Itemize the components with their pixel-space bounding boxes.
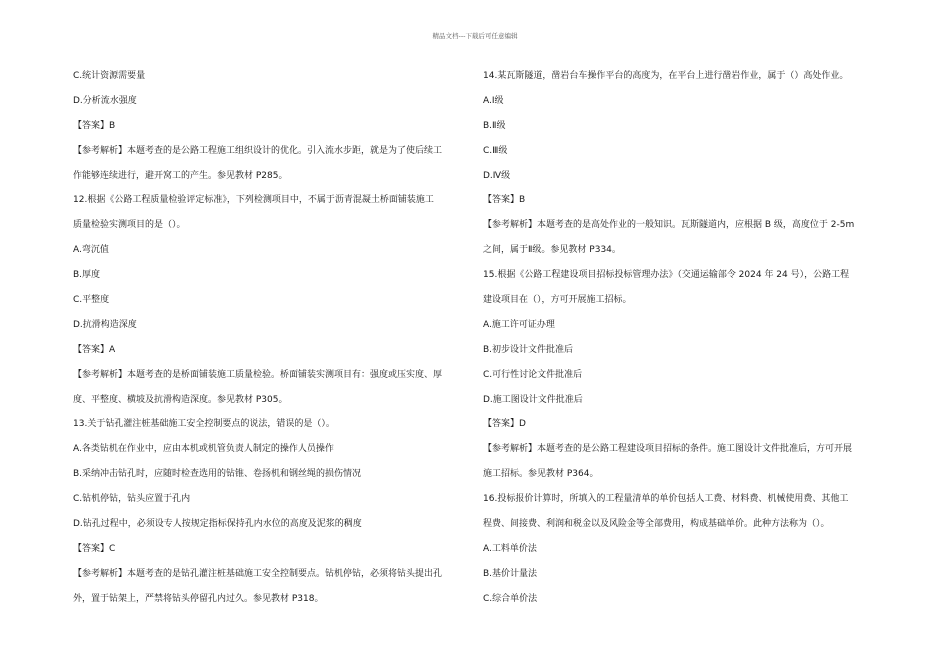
- text-line: B.采纳冲击钻孔时，应随时检查选用的钻锥、卷扬机和钢丝绳的损伤情况: [73, 469, 362, 480]
- text-line: A.各类钻机在作业中，应由本机或机管负责人制定的操作人员操作: [73, 444, 334, 455]
- text-line: C.可行性讨论文件批准后: [483, 369, 583, 380]
- text-line: D.抗滑构造深度: [73, 319, 137, 330]
- text-line: B.厚度: [73, 270, 101, 281]
- text-line: 【答案】B: [483, 195, 526, 206]
- text-line: B.初步设计文件批准后: [483, 344, 574, 355]
- text-line: C.统计资源需要量: [73, 71, 146, 81]
- text-line: 【参考解析】本题考查的是公路工程建设项目招标的条件。施工图设计文件批准后，方可开展: [483, 444, 853, 455]
- text-line: 外，置于钻架上，严禁将钻头停留孔内过久。参见教材 P318。: [73, 593, 324, 604]
- text-line: 【答案】B: [73, 120, 116, 131]
- text-line: 程费、间接费、利润和税金以及风险金等全部费用，构成基础单价。此种方法称为（）。: [483, 519, 830, 530]
- text-line: D.施工图设计文件批准后: [483, 394, 583, 405]
- page-header: 精品文档---下载后可任意编辑: [432, 32, 518, 40]
- text-line: 14.某瓦斯隧道，凿岩台车操作平台的高度为，在平台上进行凿岩作业，属于（）高处作业。: [483, 71, 849, 81]
- text-line: D.分析流水强度: [73, 95, 137, 106]
- text-line: 【参考解析】本题考查的是公路工程施工组织设计的优化。引入流水步距，就是为了使后续工: [73, 145, 443, 156]
- left-column: [73, 64, 473, 612]
- text-line: C.Ⅲ级: [483, 145, 508, 156]
- text-line: 【参考解析】本题考查的是钻孔灌注桩基础施工安全控制要点。钻机停钻，必须将钻头提出孔: [73, 568, 443, 579]
- text-line: A.施工许可证办理: [483, 319, 555, 330]
- text-line: A.Ⅰ级: [483, 95, 504, 106]
- text-line: C.钻机停钻，钻头应置于孔内: [73, 494, 191, 505]
- text-line: A.工料单价法: [483, 543, 537, 554]
- text-line: 【参考解析】本题考查的是高处作业的一般知识。瓦斯隧道内，应根据 B 级，高度位于 2-5m: [483, 220, 855, 231]
- text-line: B.Ⅱ级: [483, 120, 506, 131]
- text-line: 度、平整度、横坡及抗滑构造深度。参见教材 P305。: [73, 394, 288, 405]
- text-line: 13.关于钻孔灌注桩基础施工安全控制要点的说法，错误的是（）。: [73, 419, 335, 430]
- text-line: 施工招标。参见教材 P364。: [483, 469, 599, 480]
- text-line: D.钻孔过程中，必须设专人按规定指标保持孔内水位的高度及泥浆的稠度: [73, 519, 362, 530]
- text-line: 之间，属于Ⅱ级。参见教材 P334。: [483, 245, 621, 256]
- right-column: [483, 64, 883, 612]
- text-line: 作能够连续进行，避开窝工的产生。参见教材 P285。: [73, 170, 288, 181]
- text-line: 16.投标报价计算时，所填入的工程量清单的单价包括人工费、材料费、机械使用费、其他工: [483, 494, 849, 505]
- text-line: 12.根据《公路工程质量检验评定标准》，下列检测项目中，不属于沥青混凝土桥面铺装施工: [73, 195, 434, 206]
- text-line: 15.根据《公路工程建设项目招标投标管理办法》（交通运输部令 2024 年 24 号），公路工程: [483, 270, 850, 281]
- text-line: 【答案】C: [73, 543, 116, 554]
- text-line: 【参考解析】本题考查的是桥面铺装施工质量检验。桥面铺装实测项目有：强度或压实度、厚: [73, 369, 443, 380]
- text-line: C.平整度: [73, 295, 110, 306]
- text-line: A.弯沉值: [73, 245, 109, 256]
- text-line: C.综合单价法: [483, 593, 538, 604]
- text-line: D.Ⅳ级: [483, 170, 511, 181]
- text-line: 【答案】A: [73, 344, 116, 355]
- text-line: 建设项目在（），方可开展施工招标。: [483, 295, 632, 306]
- text-line: B.基价计量法: [483, 568, 538, 579]
- text-line: 质量检验实测项目的是（）。: [73, 220, 186, 231]
- text-line: 【答案】D: [483, 419, 526, 430]
